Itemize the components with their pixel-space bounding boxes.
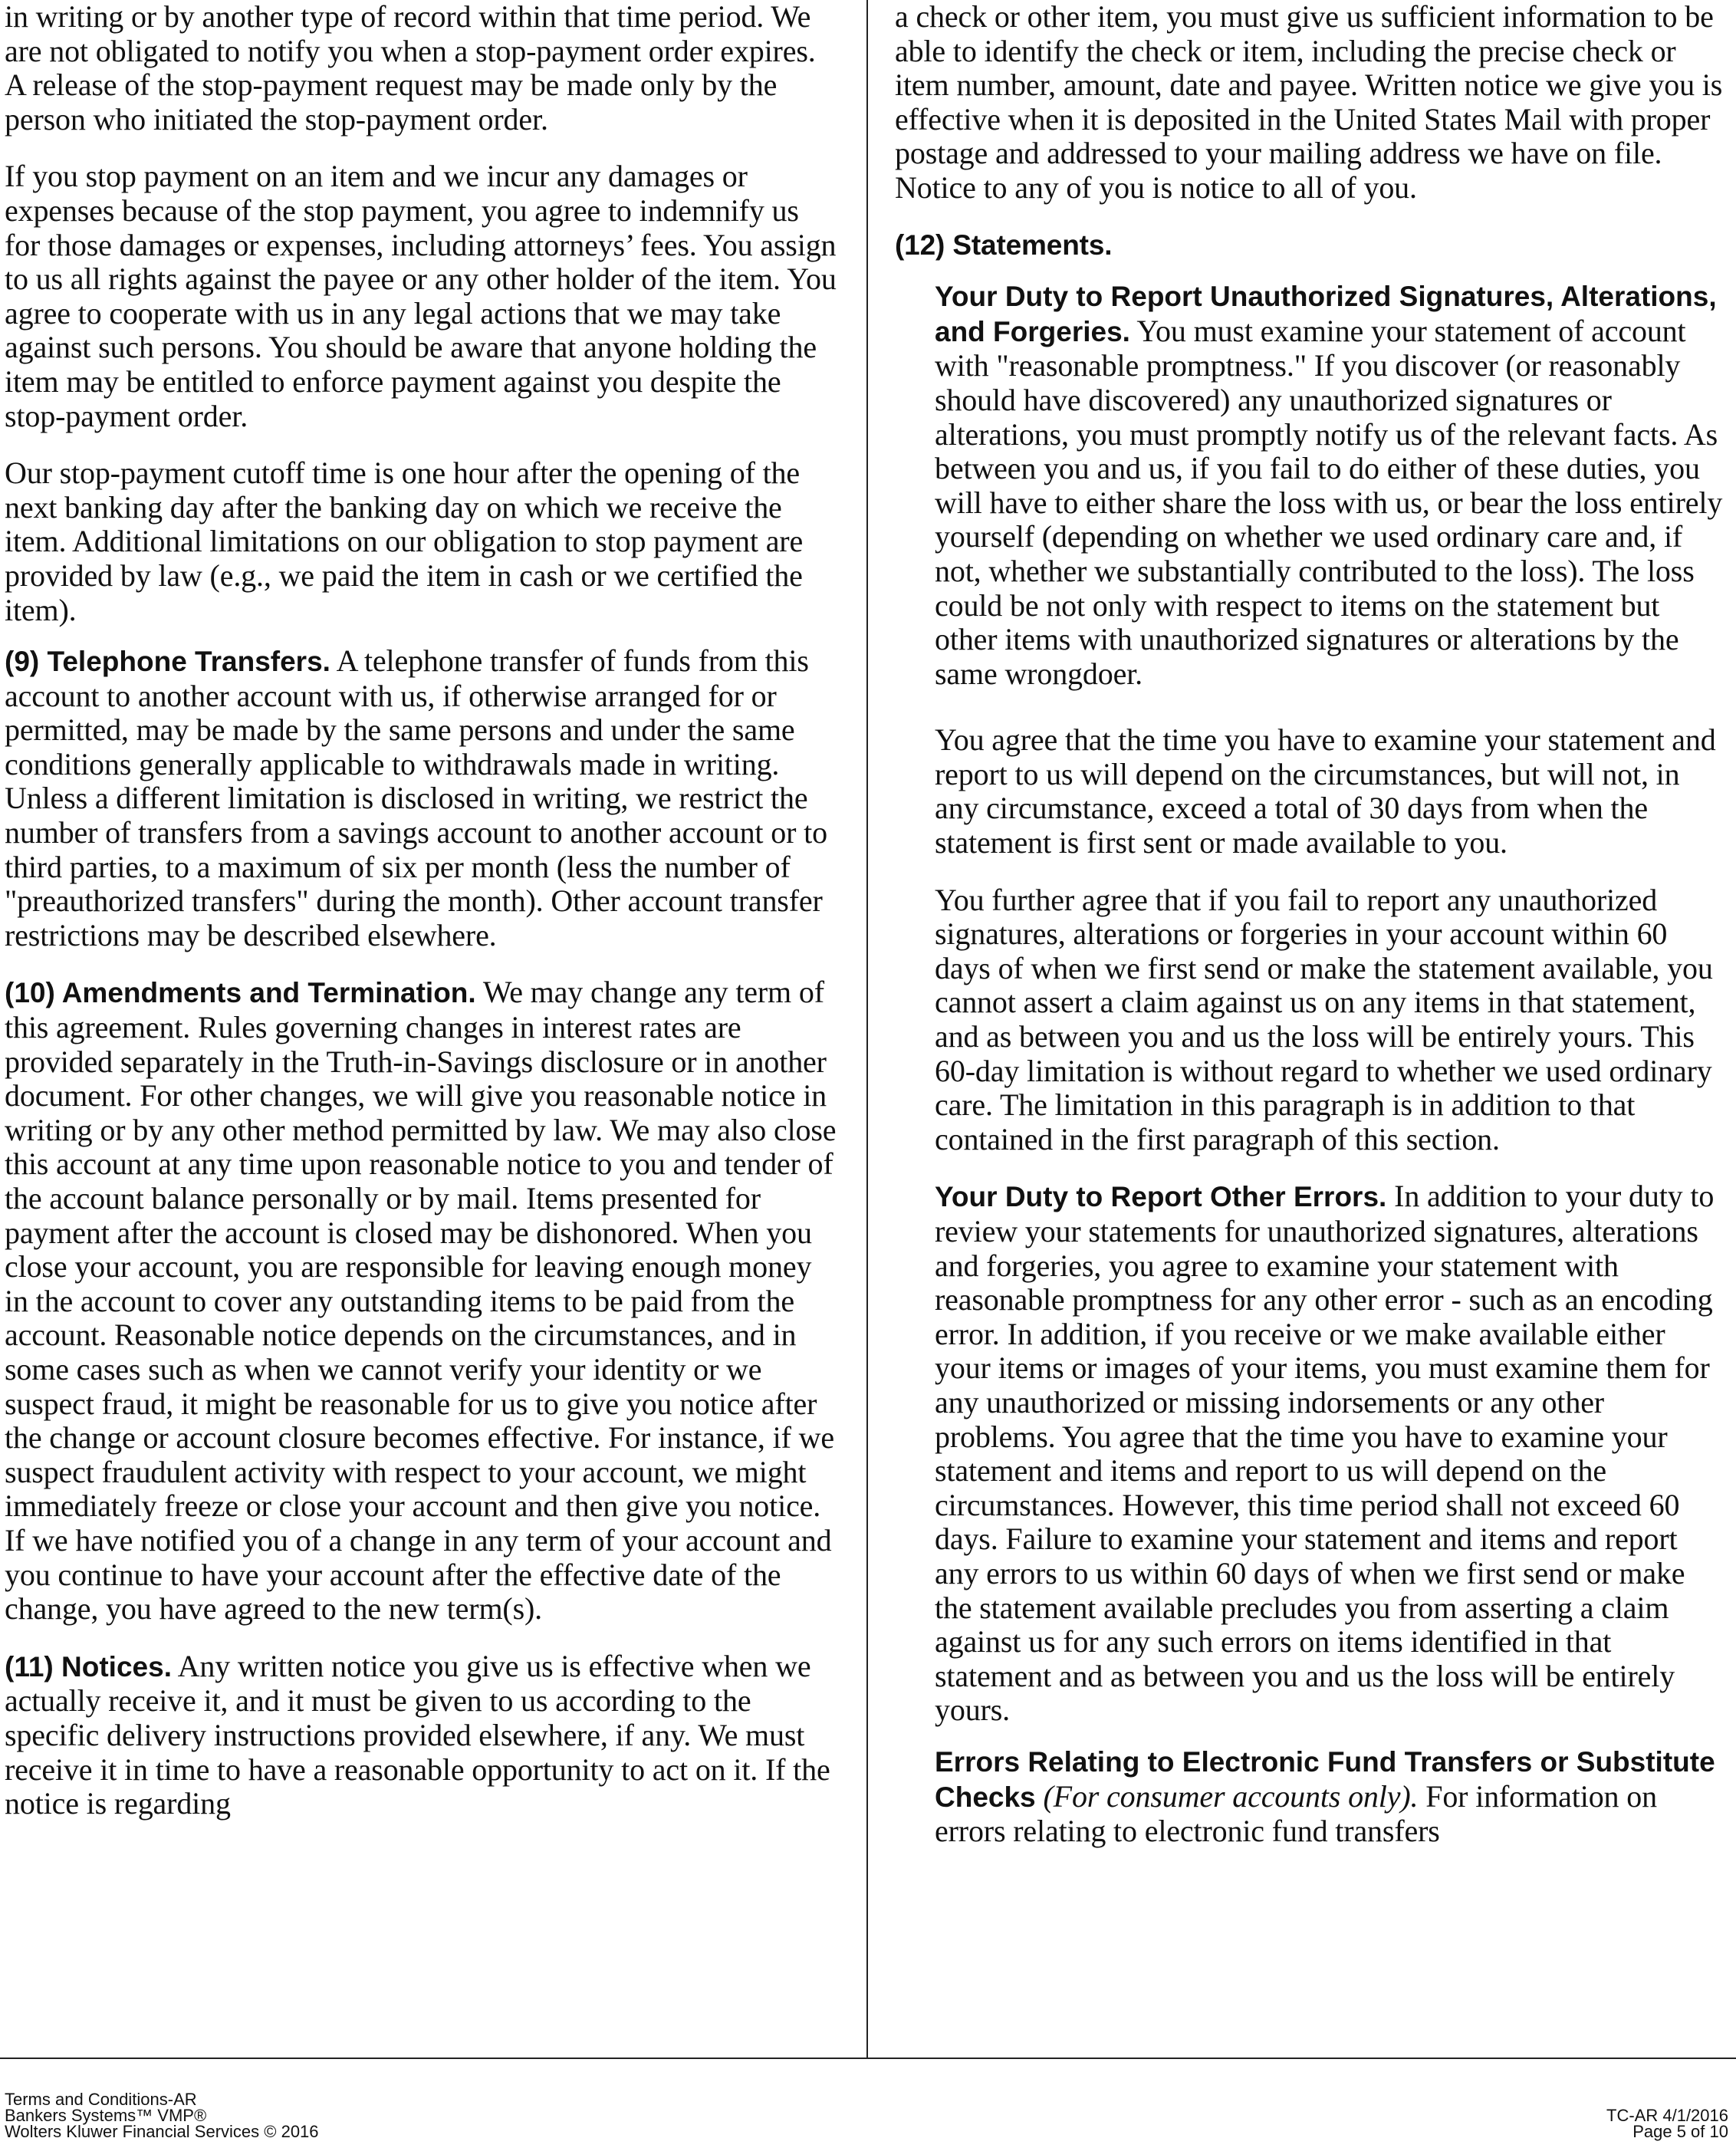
section-11-notices: [5, 1650, 839, 1821]
eft-errors-paragraph: [935, 1745, 1728, 1849]
section-11-body: Any written notice you give us is effective when we actually receive it, and it must be given to us according to the specific delivery instructions provided elsewhere, if any. We must receive it in time to have a reasonable opportunity to act on it. If the notice is regarding: [5, 1648, 830, 1821]
eft-errors-body: For information on errors relating to electronic fund transfers: [935, 1778, 1657, 1849]
footer-publisher: Bankers Systems™ VMP®: [5, 2106, 207, 2125]
section-12-body: [895, 279, 1728, 1849]
duty-other-errors-heading: Your Duty to Report Other Errors.: [935, 1181, 1387, 1213]
section-9-body: A telephone transfer of funds from this account to another account with us, if otherwise arranged for or permitted, may be made by the same persons and under the same conditions generally applicable to withdrawals made in writing. Unless a different limitation is disclosed in writing, we restrict the number of transfers from a savings account to another account or to third parties, to a maximum of six per month (less the number of "preauthorized transfers" during the month). Other account transfer restrictions may be described elsewhere.: [5, 643, 827, 952]
section-12-heading: (12) Statements.: [895, 229, 1113, 261]
section-10-heading: (10) Amendments and Termination.: [5, 977, 476, 1009]
footer-form-code: TC-AR 4/1/2016: [1606, 2106, 1728, 2125]
left-column: [5, 0, 839, 1821]
duty-other-errors-body: In addition to your duty to review your statements for unauthorized signatures, alterations and forgeries, you agree to examine your statement with reasonable promptness for any other error - such as an encoding error. In addition, if you receive or we make available either your items or images of your items, you must examine them for any unauthorized or missing indorsements or any other problems. You agree that the time you have to examine your statement and items and report to us will depend on the circumstances. However, this time period shall not exceed 60 days. Failure to examine your statement and items and report any errors to us within 60 days of when we first send or make the statement available precludes you from asserting a claim against us for any such errors on items identified in that statement and as between you and us the loss will be entirely yours.: [935, 1179, 1715, 1728]
column-divider: [866, 0, 868, 2058]
eft-consumer-note: (For consumer accounts only).: [1035, 1778, 1419, 1814]
stop-payment-expiry-paragraph: in writing or by another type of record within that time period. We are not obligated to notify you when a stop-payment order expires. A release of the stop-payment request may be made only by the person who initiated the stop-payment order.: [5, 0, 816, 137]
right-column: [895, 0, 1728, 1849]
stop-payment-cutoff-paragraph: Our stop-payment cutoff time is one hour after the opening of the next banking day after the banking day on which we receive the item. Additional limitations on our obligation to stop payment are provided by law (e.g., we paid the item in cash or we certified the item).: [5, 456, 804, 627]
eft-errors-heading: Errors Relating to Electronic Fund Transfers or Substitute Checks: [935, 1745, 1715, 1813]
section-9-telephone-transfers: [5, 644, 839, 952]
footer-page-number: Page 5 of 10: [1632, 2122, 1728, 2141]
stop-payment-indemnity-paragraph: If you stop payment on an item and we incur any damages or expenses because of the stop payment, you agree to indemnify us for those damages or expenses, including attorneys’ fees. You assign to us all rights against the payee or any other holder of the item. You agree to cooperate with us in any legal actions that we may take against such persons. You should be aware that anyone holding the item may be entitled to enforce payment against you despite the stop-payment order.: [5, 159, 837, 433]
section-10-body: We may change any term of this agreement. Rules governing changes in interest rates are provided separately in the Truth-in-Savings disclosure or in another document. For other changes, we will give you reasonable notice in writing or by any other method permitted by law. We may also close this account at any time upon reasonable notice to you and tender of the account balance personally or by mail. Items presented for payment after the account is closed may be dishonored. When you close your account, you are responsible for leaving enough money in the account to cover any outstanding items to be paid from the account. Reasonable notice depends on the circumstances, and in some cases such as when we cannot verify your identity or we suspect fraud, it might be reasonable for us to give you notice after the change or account closure becomes effective. For instance, if we suspect fraudulent activity with respect to your account, we might immediately freeze or close your account and then give you notice. If we have notified you of a change in any term of your account and you continue to have your account after the effective date of the change, you have agreed to the new term(s).: [5, 975, 837, 1627]
footer-rule: [0, 2058, 1736, 2059]
footer-copyright: Wolters Kluwer Financial Services © 2016: [5, 2122, 319, 2141]
section-9-heading: (9) Telephone Transfers.: [5, 646, 330, 678]
duty-unauthorized-heading: Your Duty to Report Unauthorized Signatures, Alterations, and Forgeries.: [935, 281, 1717, 347]
sixty-day-limitation-paragraph: You further agree that if you fail to report any unauthorized signatures, alterations or forgeries in your account within 60 days of when we first send or make the statement available, you cannot assert a claim against us on any items in that statement, and as between you and us the loss will be entirely yours. This 60-day limitation is without regard to whether we used ordinary care. The limitation in this paragraph is in addition to that contained in the first paragraph of this section.: [935, 882, 1713, 1156]
section-11-heading: (11) Notices.: [5, 1650, 172, 1683]
duty-unauthorized-signatures-paragraph: [935, 279, 1728, 691]
notices-continued-paragraph: a check or other item, you must give us sufficient information to be able to identify the check or item, including the precise check or item number, amount, date and payee. Written notice we give you is effective when it is deposited in the United States Mail with proper postage and addressed to your mailing address we have on file. Notice to any of you is notice to all of you.: [895, 0, 1723, 205]
footer-left: [5, 2091, 319, 2140]
duty-other-errors-paragraph: [935, 1179, 1728, 1728]
footer-form-title: Terms and Conditions-AR: [5, 2090, 197, 2109]
footer-right: [1606, 2107, 1728, 2140]
duty-unauthorized-body: You must examine your statement of account with "reasonable promptness." If you discover (or reasonably should have discovered) any unauthorized signatures or alterations, you must promptly notify us of the relevant facts. As between you and us, if you fail to do either of these duties, you will have to either share the loss with us, or bear the loss entirely yourself (depending on whether we used ordinary care and, if not, whether we substantially contributed to the loss). The loss could be not only with respect to items on the statement but other items with unauthorized signatures or alterations by the same wrongdoer.: [935, 313, 1723, 691]
examine-time-paragraph: You agree that the time you have to examine your statement and report to us will depend on the circumstances, but will not, in any circumstance, exceed a total of 30 days from when the statement is first sent or made available to you.: [935, 722, 1716, 860]
section-10-amendments: [5, 975, 839, 1626]
